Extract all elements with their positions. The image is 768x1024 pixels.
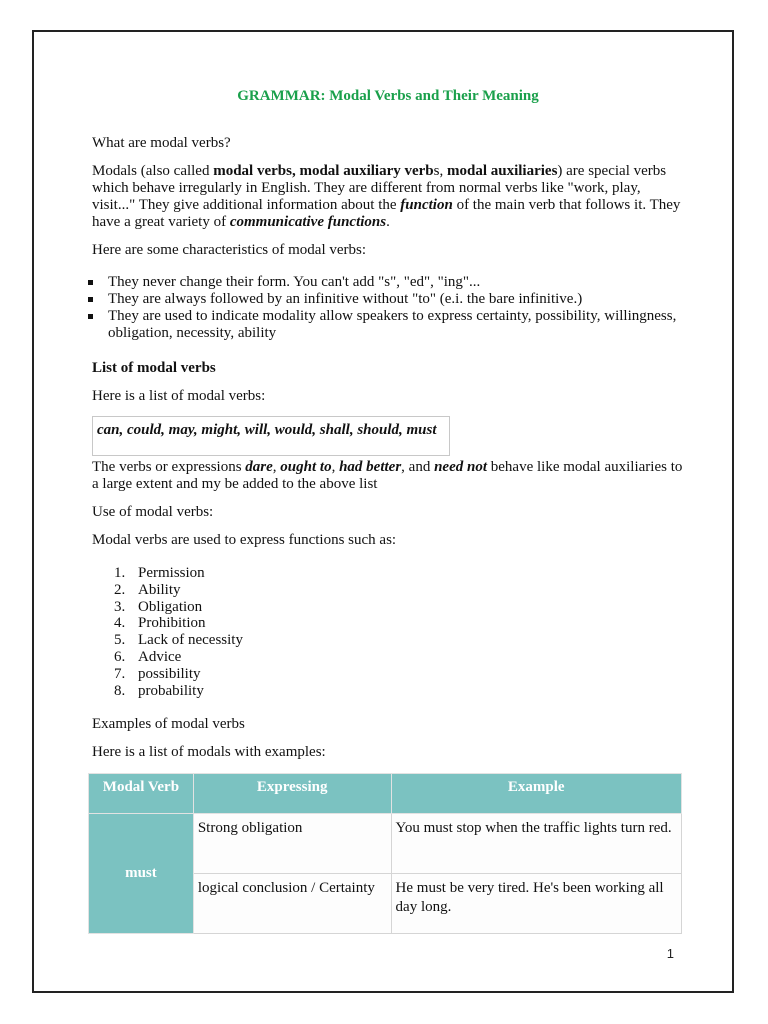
list-intro: Here is a list of modal verbs:: [92, 388, 266, 404]
list-heading: List of modal verbs: [92, 360, 216, 376]
expressing-cell: logical conclusion / Certainty: [193, 874, 391, 934]
list-item: They are always followed by an infinitive without "to" (e.i. the bare infinitive.): [92, 291, 692, 308]
use-heading: Use of modal verbs:: [92, 504, 214, 520]
list-item: 3. Obligation: [114, 598, 203, 615]
table-header-row: [89, 774, 682, 814]
characteristics-intro: Here are some characteristics of modal verbs:: [92, 242, 367, 258]
list-item: 1. Permission: [114, 565, 205, 581]
header-modal-verb: Modal Verb: [89, 774, 194, 814]
list-item: They never change their form. You can't add "s", "ed", "ing"...: [92, 274, 692, 291]
characteristics-list: [92, 274, 692, 342]
list-item: 5. Lack of necessity: [114, 632, 243, 649]
header-example: Example: [391, 774, 681, 814]
modal-verb-box: can, could, may, might, will, would, shall, should, must: [92, 416, 450, 456]
expressing-cell: Strong obligation: [193, 814, 391, 874]
use-intro: Modal verbs are used to express functions such as:: [92, 532, 397, 548]
examples-heading: Examples of modal verbs: [92, 716, 245, 732]
expressions-paragraph: The verbs or expressions dare, ought to, had better, and need not behave like modal auxiliaries to a large extent and my be added to the above list: [92, 459, 683, 492]
list-item: 4. Prohibition: [114, 615, 206, 632]
functions-list: [92, 565, 243, 699]
page-number: 1: [666, 946, 674, 961]
examples-intro: Here is a list of modals with examples:: [92, 744, 326, 760]
table-row: [89, 814, 682, 874]
example-cell: You must stop when the traffic lights turn red.: [391, 814, 681, 874]
intro-paragraph: Modals (also called modal verbs, modal auxiliary verbs, modal auxiliaries) are special verbs which behave irregularly in English. They are different from normal verbs like "work, play, visit..." They give additional information about the function of the main verb that follows it. They have a great variety of communicative functions.: [92, 163, 681, 230]
question-heading: What are modal verbs?: [92, 135, 231, 151]
document-page: [32, 30, 734, 993]
header-expressing: Expressing: [193, 774, 391, 814]
modal-verb-cell: must: [89, 814, 194, 934]
list-item: 2. Ability: [114, 581, 181, 598]
list-item: They are used to indicate modality allow speakers to express certainty, possibility, willingness, obligation, necessity, ability: [92, 308, 692, 342]
page-title: GRAMMAR: Modal Verbs and Their Meaning: [237, 88, 539, 104]
modal-examples-table: [88, 773, 682, 934]
example-cell: He must be very tired. He's been working all day long.: [391, 874, 681, 934]
list-item: 7. possibility: [114, 665, 201, 682]
list-item: 6. Advice: [114, 648, 182, 665]
list-item: 8. probability: [114, 682, 204, 699]
